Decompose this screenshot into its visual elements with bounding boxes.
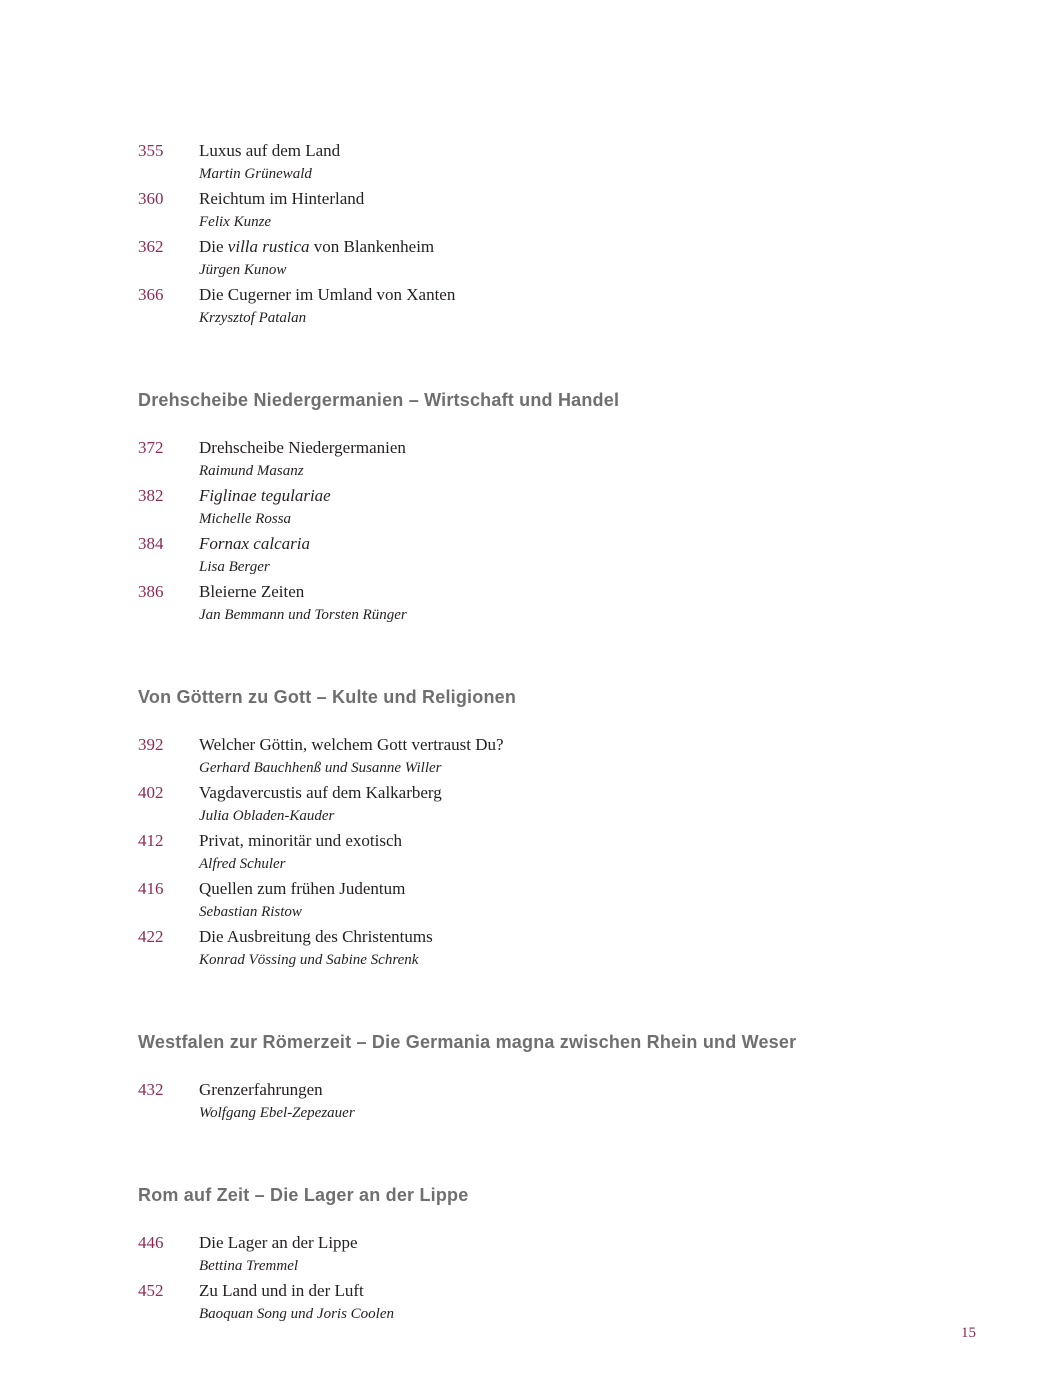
toc-entry[interactable] — [138, 782, 998, 830]
page-number: 446 — [138, 1233, 164, 1252]
entry-author: Wolfgang Ebel-Zepezauer — [199, 1105, 355, 1121]
page-number: 432 — [138, 1080, 164, 1099]
page-number: 360 — [138, 189, 164, 208]
entry-title — [199, 878, 405, 900]
toc-entry[interactable] — [138, 830, 998, 878]
toc-entry[interactable] — [138, 1280, 998, 1328]
table-of-contents — [138, 140, 998, 1328]
entry-title-text: Grenzerfahrungen — [199, 1080, 323, 1099]
entry-title-text: Die Lager an der Lippe — [199, 1233, 358, 1252]
entry-author: Michelle Rossa — [199, 511, 292, 527]
toc-entry[interactable] — [138, 878, 998, 926]
toc-entry[interactable] — [138, 581, 998, 629]
entry-author: Julia Obladen-Kauder — [199, 808, 335, 824]
entry-author: Konrad Vössing und Sabine Schrenk — [199, 952, 419, 968]
entry-author: Krzysztof Patalan — [199, 310, 307, 326]
entry-author: Sebastian Ristow — [199, 904, 302, 920]
entry-title — [199, 485, 331, 507]
page-number: 422 — [138, 927, 164, 946]
entry-title-text: Vagdavercustis auf dem Kalkarberg — [199, 783, 442, 802]
entry-title — [199, 236, 434, 258]
entry-author: Felix Kunze — [199, 214, 272, 230]
entry-title — [199, 734, 504, 756]
entry-title-italic: villa rustica — [227, 237, 310, 256]
toc-entry[interactable] — [138, 437, 998, 485]
section-heading: Westfalen zur Römerzeit – Die Germania magna zwischen Rhein und Weser — [138, 1032, 797, 1052]
toc-entry[interactable] — [138, 734, 998, 782]
entry-author: Baoquan Song und Joris Coolen — [199, 1306, 394, 1322]
entry-author: Bettina Tremmel — [199, 1258, 299, 1274]
entry-title — [199, 782, 442, 804]
entry-title-text: Die Cugerner im Umland von Xanten — [199, 285, 456, 304]
toc-entry[interactable] — [138, 533, 998, 581]
toc-section — [138, 389, 998, 629]
entry-title — [199, 284, 455, 306]
page-number: 452 — [138, 1281, 164, 1300]
page-number: 382 — [138, 486, 164, 505]
section-heading: Von Göttern zu Gott – Kulte und Religionen — [138, 687, 517, 707]
entry-title — [199, 1232, 358, 1254]
entry-author: Jan Bemmann und Torsten Rünger — [199, 607, 407, 623]
entry-title — [199, 437, 406, 459]
entry-title — [199, 1280, 364, 1302]
entry-title-text: Quellen zum frühen Judentum — [199, 879, 406, 898]
page-number: 372 — [138, 438, 164, 457]
entry-author: Gerhard Bauchhenß und Susanne Willer — [199, 760, 442, 776]
entry-author: Jürgen Kunow — [199, 262, 287, 278]
entry-title-text: Drehscheibe Niedergermanien — [199, 438, 406, 457]
entry-title-text: Die Ausbreitung des Christentums — [199, 927, 433, 946]
entry-title — [199, 830, 402, 852]
toc-entry[interactable] — [138, 236, 998, 284]
page-number: 366 — [138, 285, 164, 304]
toc-entry[interactable] — [138, 926, 998, 974]
section-heading: Rom auf Zeit – Die Lager an der Lippe — [138, 1185, 469, 1205]
entry-author: Alfred Schuler — [199, 856, 286, 872]
page-folio: 15 — [961, 1325, 976, 1341]
entry-title-text: Privat, minoritär und exotisch — [199, 831, 403, 850]
entry-title-italic: Fornax calcaria — [199, 534, 310, 553]
toc-entry[interactable] — [138, 1232, 998, 1280]
entry-title-text: Welcher Göttin, welchem Gott vertraust Du? — [199, 735, 504, 754]
page-number: 362 — [138, 237, 164, 256]
page-number: 416 — [138, 879, 164, 898]
entry-title — [199, 140, 340, 162]
section-heading: Drehscheibe Niedergermanien – Wirtschaft und Handel — [138, 390, 620, 410]
page-number: 384 — [138, 534, 164, 553]
toc-entry[interactable] — [138, 485, 998, 533]
page-number: 355 — [138, 141, 164, 160]
entry-title-text: Bleierne Zeiten — [199, 582, 305, 601]
toc-section — [138, 1031, 998, 1127]
toc-entry[interactable] — [138, 140, 998, 188]
page-number: 392 — [138, 735, 164, 754]
entry-title — [199, 188, 364, 210]
toc-section — [138, 1184, 998, 1328]
entry-title-text: Luxus auf dem Land — [199, 141, 341, 160]
entry-title — [199, 581, 304, 603]
entry-title-text: Die — [199, 237, 228, 256]
page-number: 386 — [138, 582, 164, 601]
entry-title — [199, 1079, 323, 1101]
entry-title-italic: Figlinae tegulariae — [199, 486, 331, 505]
toc-section — [138, 140, 998, 332]
entry-title-text: Reichtum im Hinterland — [199, 189, 365, 208]
entry-author: Martin Grünewald — [199, 166, 312, 182]
entry-title-text: Zu Land und in der Luft — [199, 1281, 364, 1300]
entry-title — [199, 926, 433, 948]
toc-entry[interactable] — [138, 188, 998, 236]
entry-author: Lisa Berger — [199, 559, 270, 575]
page-number: 402 — [138, 783, 164, 802]
toc-entry[interactable] — [138, 284, 998, 332]
toc-section — [138, 686, 998, 974]
page-number: 412 — [138, 831, 164, 850]
entry-title — [199, 533, 310, 555]
toc-entry[interactable] — [138, 1079, 998, 1127]
entry-author: Raimund Masanz — [199, 463, 304, 479]
entry-title-text: von Blankenheim — [309, 237, 435, 256]
